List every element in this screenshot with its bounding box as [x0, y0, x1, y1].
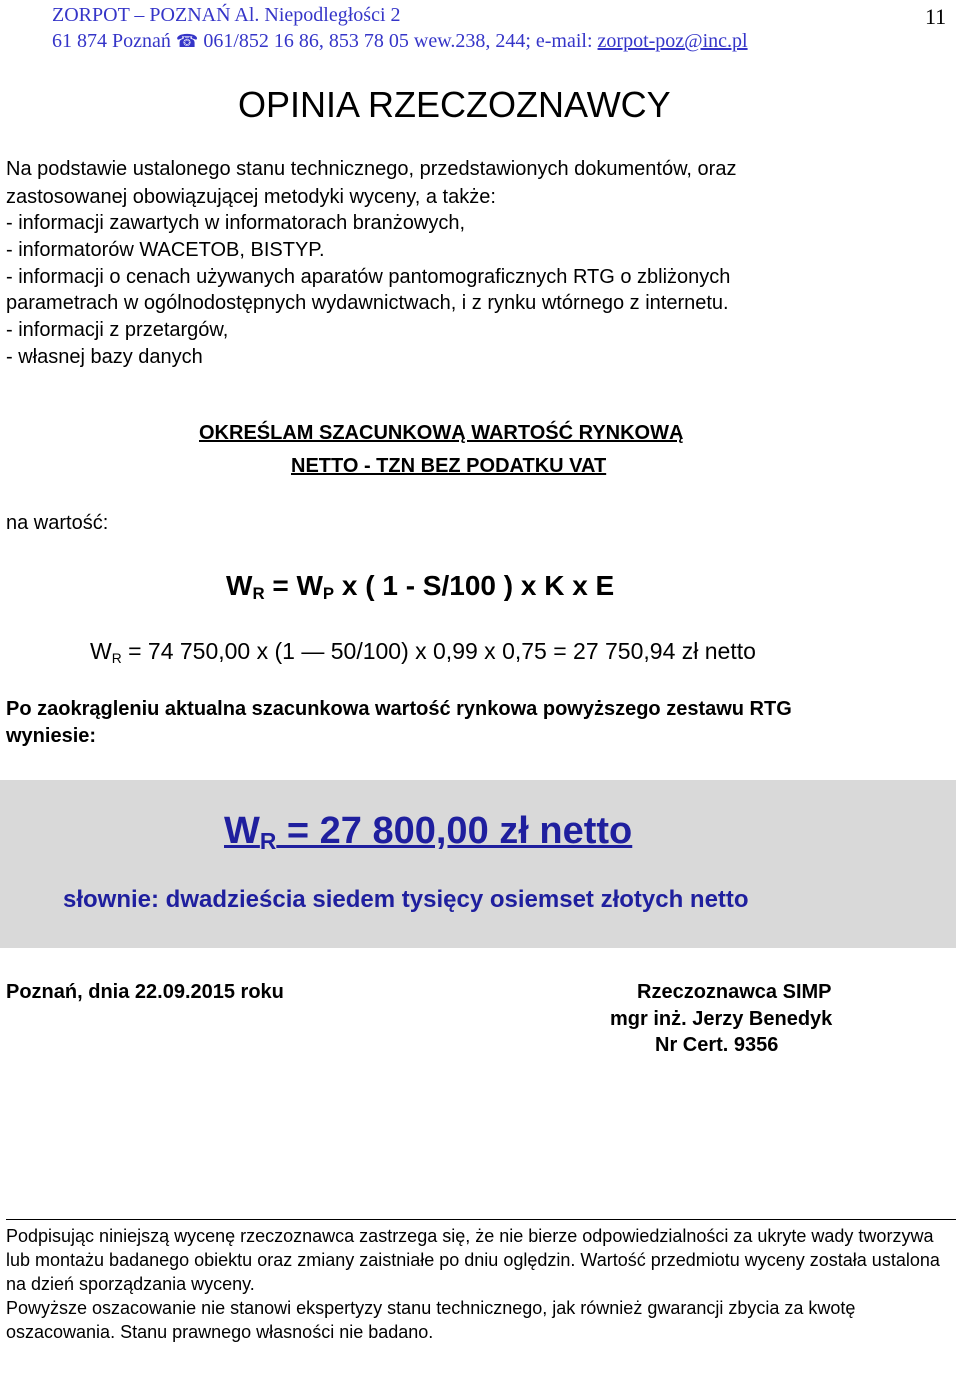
header-email-link[interactable]: zorpot-poz@inc.pl [597, 30, 748, 52]
valuation-formula [226, 570, 614, 604]
calc-sub-r: R [111, 651, 122, 666]
intro-line: - informatorów WACETOB, BISTYP. [6, 239, 325, 261]
result-w: W [224, 810, 260, 852]
signer-role: Rzeczoznawca SIMP [637, 981, 832, 1003]
intro-line: Na podstawie ustalonego stanu technicznego, przedstawionych dokumentów, oraz [6, 158, 737, 180]
header-contact [52, 30, 748, 53]
formula-sub-r: R [252, 584, 265, 603]
header-postal-city: 61 874 Poznań [52, 30, 171, 52]
page-title: OPINIA RZECZOZNAWCY [238, 84, 671, 125]
disclaimer-divider [6, 1219, 956, 1220]
valuation-heading-line2: NETTO - TZN BEZ PODATKU VAT [291, 455, 607, 477]
signer-name: mgr inż. Jerzy Benedyk [610, 1008, 833, 1030]
intro-line: - własnej bazy danych [6, 346, 203, 368]
disclaimer-paragraph-2: Powyższe oszacowanie nie stanowi ekspertyzy stanu technicznego, jak również gwarancji zbycia za kwotę oszacowania. Stanu prawnego własności nie badano. [6, 1298, 856, 1342]
telephone-icon: ☎ [175, 31, 199, 51]
result-sub-r: R [259, 828, 277, 854]
calc-rest: = 74 750,00 x (1 — 50/100) x 0,99 x 0,75 = 27 750,94 zł netto [121, 638, 756, 664]
intro-line: - informacji z przetargów, [6, 319, 229, 341]
result-value [224, 810, 632, 855]
header-phones: 061/852 16 86, 853 78 05 wew.238, 244; e-mail: [203, 30, 593, 52]
intro-line: - informacji zawartych w informatorach branżowych, [6, 212, 466, 234]
valuation-heading-line1: OKREŚLAM SZACUNKOWĄ WARTOŚĆ RYNKOWĄ [199, 422, 684, 444]
header-company: ZORPOT – POZNAŃ Al. Niepodległości 2 [52, 4, 401, 26]
result-in-words: słownie: dwadzieścia siedem tysięcy osiemset złotych netto [63, 886, 749, 913]
formula-sub-p: P [322, 584, 335, 603]
signer-cert: Nr Cert. 9356 [655, 1034, 779, 1056]
result-amount: = 27 800,00 zł netto [276, 810, 633, 852]
page-number: 11 [925, 4, 947, 29]
formula-eq: = W [264, 570, 323, 601]
formula-rest: x ( 1 - S/100 ) x K x E [334, 570, 615, 601]
calc-w: W [90, 638, 112, 664]
result-band [0, 780, 956, 948]
disclaimer-paragraph-1: Podpisując niniejszą wycenę rzeczoznawca zastrzega się, że nie bierze odpowiedzialności za ukryte wady tworzywa lub montażu badanego obiektu oraz zmiany zaistniałe po dniu oględzin. Wartość przedmiotu wyceny została ustalona na dzień sporządzania wyceny. [6, 1226, 940, 1294]
rounding-line2: wyniesie: [6, 725, 97, 747]
intro-line: parametrach w ogólnodostępnych wydawnictwach, i z rynku wtórnego z internetu. [6, 292, 729, 314]
place-date: Poznań, dnia 22.09.2015 roku [6, 981, 284, 1003]
valuation-calculation [90, 638, 756, 666]
intro-line: zastosowanej obowiązującej metodyki wyceny, a także: [6, 186, 496, 208]
formula-w: W [226, 570, 253, 601]
value-label: na wartość: [6, 512, 109, 534]
intro-line: - informacji o cenach używanych aparatów pantomograficznych RTG o zbliżonych [6, 266, 731, 288]
rounding-line1: Po zaokrągleniu aktualna szacunkowa wartość rynkowa powyższego zestawu RTG [6, 698, 792, 720]
